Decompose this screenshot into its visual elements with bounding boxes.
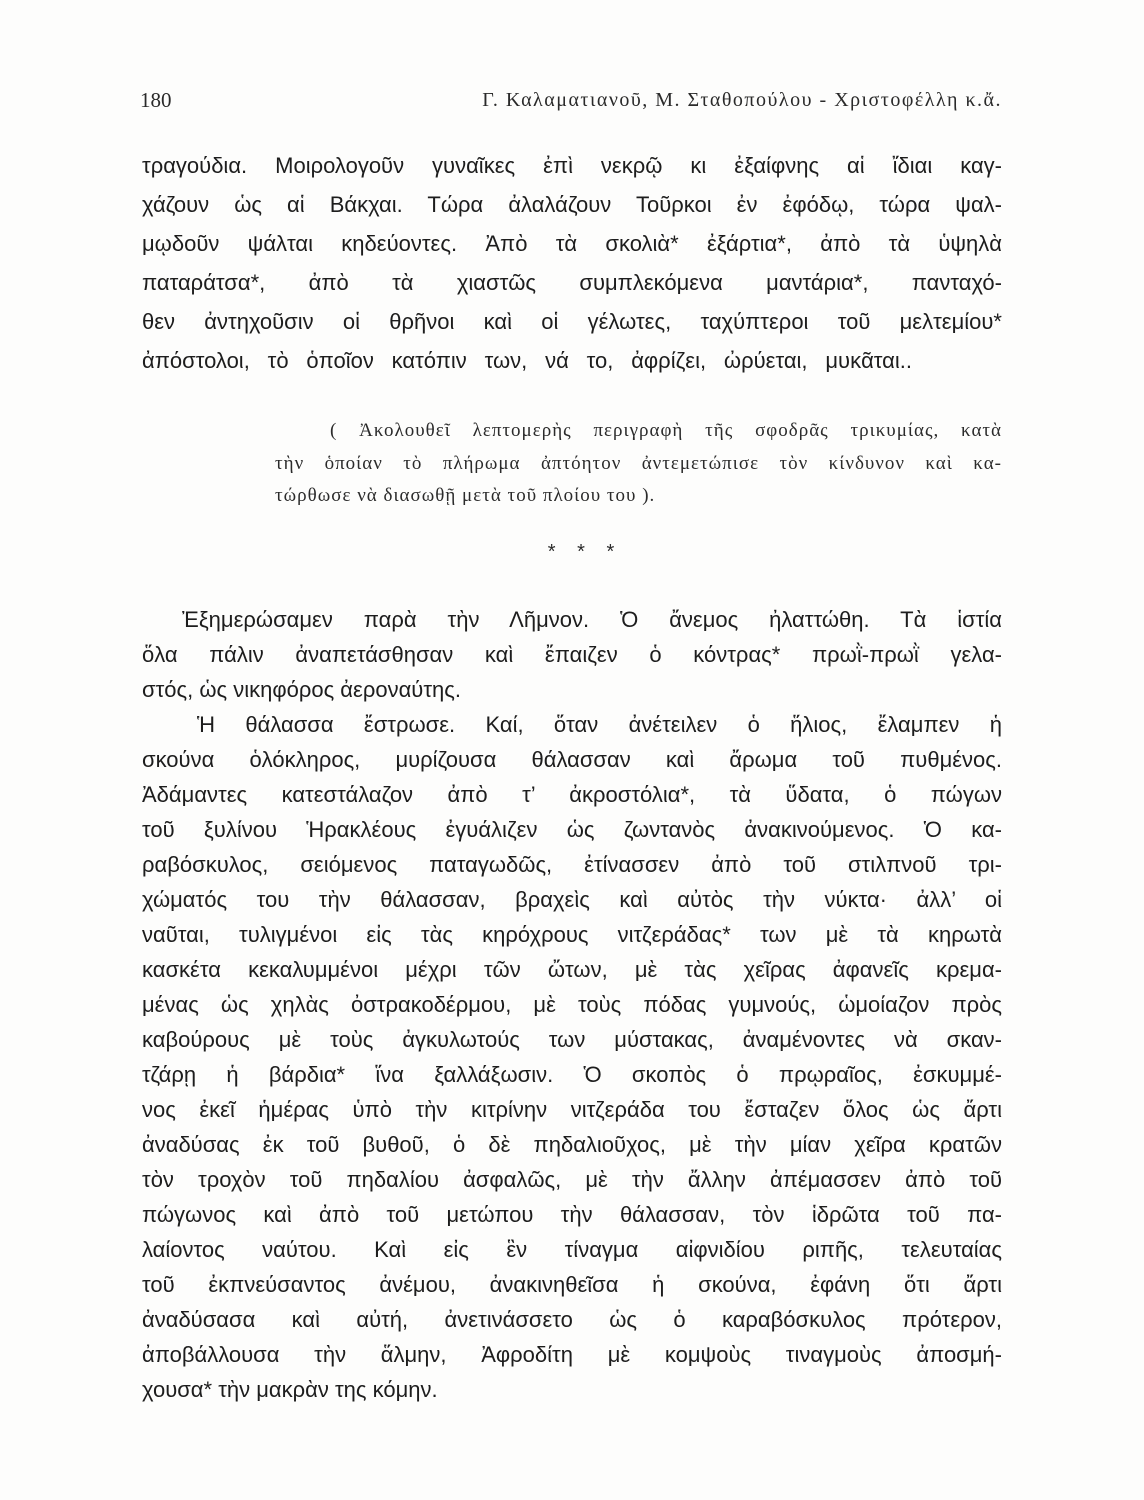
text-line: τοῦ ἐκπνεύσαντος ἀνέμου, ἀνακινηθεῖσα ἡ σκούνα, ἐφάνη ὅτι ἄρτι: [142, 1272, 1002, 1297]
text-line: χάζουν ὡς αἱ Βάκχαι. Τώρα ἀλαλάζουν Τοῦρκοι ἐν ἐφόδῳ, τώρα ψαλ-: [142, 192, 1002, 217]
text-line: ἀναδύσας ἐκ τοῦ βυθοῦ, ὁ δὲ πηδαλιοῦχος, μὲ τὴν μίαν χεῖρα κρατῶν: [142, 1132, 1002, 1157]
text-line: τοῦ ξυλίνου Ἡρακλέους ἐγυάλιζεν ὡς ζωντανὸς ἀνακινούμενος. Ὁ κα-: [142, 817, 1002, 842]
text-line: καβούρους μὲ τοὺς ἀγκυλωτούς των μύστακας, ἀναμένοντες νὰ σκαν-: [142, 1027, 1002, 1052]
section-separator: * * *: [547, 541, 623, 563]
text-line: χουσα* τὴν μακρὰν της κόμην.: [142, 1377, 438, 1402]
text-line: τραγούδια. Μοιρολογοῦν γυναῖκες ἐπὶ νεκρῷ κι ἐξαίφνης αἱ ἴδιαι καγ-: [142, 153, 1002, 178]
summary-note: [275, 415, 1002, 513]
text-line: κασκέτα κεκαλυμμένοι μέχρι τῶν ὤτων, μὲ τὰς χεῖρας ἀφανεῖς κρεμα-: [142, 957, 1002, 982]
text-line: νος ἐκεῖ ἡμέρας ὑπὸ τὴν κιτρίνην νιτζεράδα του ἔσταζεν ὅλος ὡς ἄρτι: [142, 1097, 1002, 1122]
text-line: τζάρῃ ἡ βάρδια* ἵνα ξαλλάξωσιν. Ὁ σκοπὸς ὁ πρῳραῖος, ἐσκυμμέ-: [142, 1062, 1002, 1087]
text-line: ραβόσκυλος, σειόμενος παταγωδῶς, ἐτίνασσεν ἀπὸ τοῦ στιλπνοῦ τρι-: [142, 852, 1002, 877]
paragraph-3: [142, 707, 1002, 1407]
text-line: λαίοντος ναύτου. Καὶ εἰς ἓν τίναγμα αἰφνιδίου ριπῆς, τελευταίας: [142, 1237, 1002, 1262]
text-line: ναῦται, τυλιγμένοι εἰς τὰς κηρόχρους νιτζεράδας* των μὲ τὰ κηρωτὰ: [142, 922, 1002, 947]
text-line: πώγωνος καὶ ἀπὸ τοῦ μετώπου τὴν θάλασσαν, τὸν ἱδρῶτα τοῦ πα-: [142, 1202, 1002, 1227]
text-line: παταράτσα*, ἀπὸ τὰ χιαστῶς συμπλεκόμενα μαντάρια*, πανταχό-: [142, 270, 1002, 295]
paragraph-1: [142, 146, 1002, 380]
note-line: τώρθωσε νὰ διασωθῇ μετὰ τοῦ πλοίου του ).: [275, 485, 656, 506]
text-line: ἀναδύσασα καὶ αὐτή, ἀνετινάσσετο ὡς ὁ καραβόσκυλος πρότερον,: [142, 1307, 1002, 1332]
text-line: μῳδοῦν ψάλται κηδεύοντες. Ἀπὸ τὰ σκολιὰ* ἐξάρτια*, ἀπὸ τὰ ὑψηλὰ: [142, 231, 1002, 256]
text-line: θεν ἀντηχοῦσιν οἱ θρῆνοι καὶ οἱ γέλωτες, ταχύπτεροι τοῦ μελτεμίου*: [142, 309, 1002, 334]
text-line: Ἡ θάλασσα ἔστρωσε. Καί, ὅταν ἀνέτειλεν ὁ ἥλιος, ἔλαμπεν ἡ: [197, 712, 1002, 737]
note-line: ( Ἀκολουθεῖ λεπτομερὴς περιγραφὴ τῆς σφοδρᾶς τρικυμίας, κατὰ: [330, 420, 1002, 441]
text-line: ἀποβάλλουσα τὴν ἅλμην, Ἀφροδίτη μὲ κομψοὺς τιναγμοὺς ἀποσμή-: [142, 1342, 1002, 1367]
page-number: 180: [140, 88, 172, 112]
note-line: τὴν ὁποίαν τὸ πλήρωμα ἀπτόητον ἀντεμετώπισε τὸν κίνδυνον καὶ κα-: [275, 452, 1002, 474]
text-line: ἀπόστολοι, τὸ ὁποῖον κατόπιν των, νά το, ἀφρίζει, ὠρύεται, μυκᾶται..: [142, 348, 912, 373]
text-line: χώματός του τὴν θάλασσαν, βραχεὶς καὶ αὐτὸς τὴν νύκτα· ἀλλ’ οἱ: [142, 887, 1002, 912]
text-line: μένας ὡς χηλὰς ὀστρακοδέρμου, μὲ τοὺς πόδας γυμνούς, ὡμοίαζον πρὸς: [142, 992, 1002, 1017]
text-line: σκούνα ὁλόκληρος, μυρίζουσα θάλασσαν καὶ ἄρωμα τοῦ πυθμένος.: [142, 747, 1002, 772]
text-line: τὸν τροχὸν τοῦ πηδαλίου ἀσφαλῶς, μὲ τὴν ἄλλην ἀπέμασσεν ἀπὸ τοῦ: [142, 1167, 1002, 1192]
text-line: Ἐξημερώσαμεν παρὰ τὴν Λῆμνον. Ὁ ἄνεμος ἠλαττώθη. Τὰ ἱστία: [182, 607, 1002, 632]
paragraph-2: [142, 602, 1002, 707]
running-title: Γ. Καλαματιανοῦ, Μ. Σταθοπούλου - Χριστοφέλλη κ.ἄ.: [482, 89, 1002, 111]
text-line: ὅλα πάλιν ἀναπετάσθησαν καὶ ἔπαιζεν ὁ κόντρας* πρωῒ-πρωῒ γελα-: [142, 642, 1002, 667]
text-line: στός, ὡς νικηφόρος ἀεροναύτης.: [142, 677, 461, 702]
text-line: Ἀδάμαντες κατεστάλαζον ἀπὸ τ’ ἀκροστόλια*, τὰ ὕδατα, ὁ πώγων: [142, 782, 1002, 807]
